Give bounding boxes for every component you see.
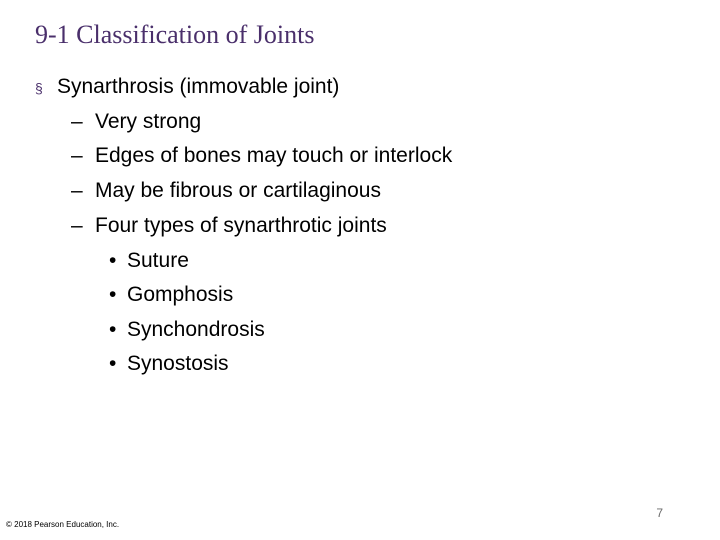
dash-marker-icon: – (71, 110, 83, 133)
dash-marker-icon: – (71, 144, 83, 167)
page-number: 7 (656, 506, 663, 520)
bullet-text: Suture (127, 249, 189, 272)
dot-marker-icon: • (109, 249, 117, 272)
dot-marker-icon: • (109, 318, 117, 341)
bullet-item-level3 (109, 315, 265, 345)
bullet-item-level3 (109, 349, 229, 379)
bullet-text: Four types of synarthrotic joints (95, 214, 387, 237)
bullet-item-level2 (71, 107, 202, 137)
bullet-item-level3 (109, 246, 189, 276)
bullet-item-level2 (71, 211, 387, 241)
bullet-text: Very strong (95, 110, 202, 133)
bullet-item-level1 (35, 72, 340, 102)
dash-marker-icon: – (71, 179, 83, 202)
bullet-text: Edges of bones may touch or interlock (95, 144, 453, 167)
bullet-text: Synarthrosis (immovable joint) (57, 75, 340, 98)
bullet-item-level2 (71, 141, 453, 171)
bullet-item-level3 (109, 280, 234, 310)
bullet-text: Gomphosis (127, 283, 234, 306)
dot-marker-icon: • (109, 283, 117, 306)
slide-title: 9-1 Classification of Joints (35, 20, 315, 49)
dot-marker-icon: • (109, 352, 117, 375)
dash-marker-icon: – (71, 214, 83, 237)
bullet-text: Synostosis (127, 352, 229, 375)
copyright-notice: © 2018 Pearson Education, Inc. (6, 520, 120, 529)
bullet-item-level2 (71, 176, 381, 206)
bullet-text: May be fibrous or cartilaginous (95, 179, 381, 202)
bullet-text: Synchondrosis (127, 318, 265, 341)
section-marker-icon: § (35, 80, 43, 96)
